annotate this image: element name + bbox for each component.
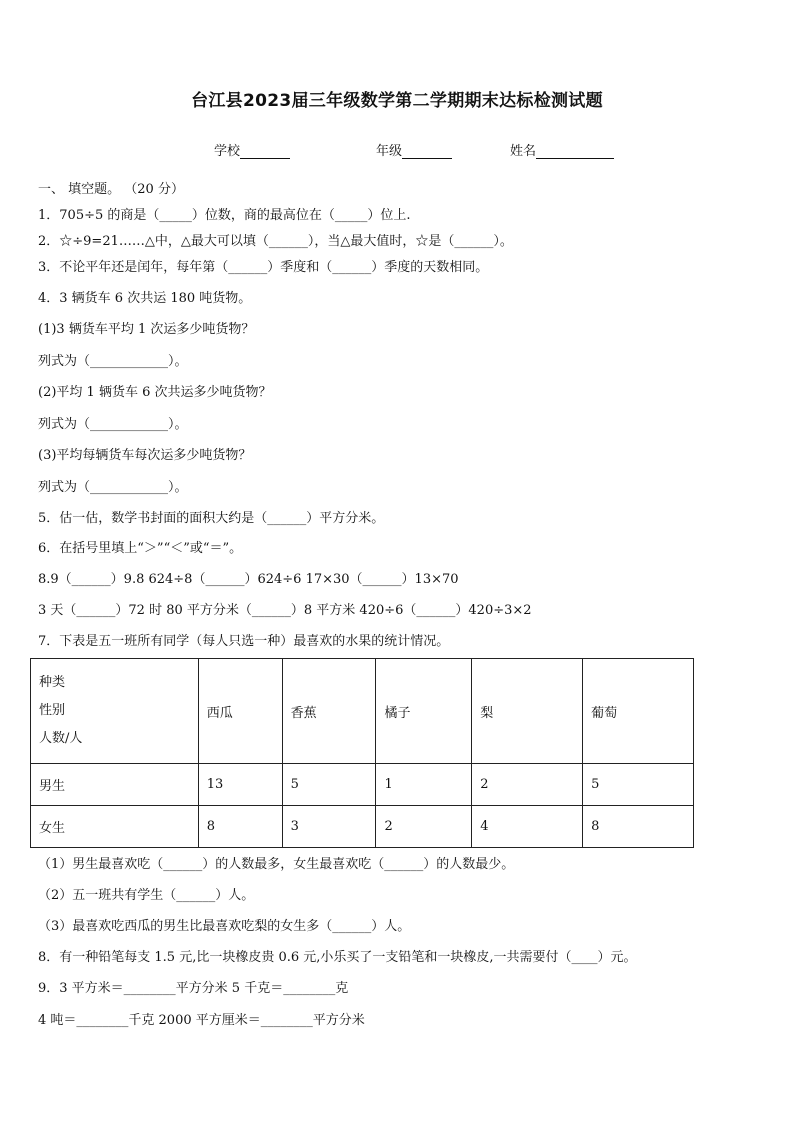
table-cell: 2 [472, 764, 583, 806]
header-corner-cell [31, 659, 199, 764]
question-4-part-1: (1)3 辆货车平均 1 次运多少吨货物？ [38, 322, 255, 337]
question-4-part-3: (3)平均每辆货车每次运多少吨货物？ [38, 448, 252, 463]
school-field [214, 140, 290, 159]
name-blank[interactable] [536, 144, 614, 159]
header-fruit: 香蕉 [282, 659, 376, 764]
table-cell: 3 [282, 806, 376, 848]
table-cell: 2 [376, 806, 472, 848]
table-cell: 1 [376, 764, 472, 806]
question-6: 6．在括号里填上“＞”“＜”或“＝”。 [38, 541, 243, 556]
question-9: 9．3 平方米＝________平方分米 5 千克＝________克 [38, 981, 349, 996]
section-heading: 一、 填空题。 （20 分） [38, 182, 184, 197]
row-label: 男生 [31, 764, 199, 806]
grade-field [376, 140, 452, 159]
table-header-row [31, 659, 694, 764]
question-4-answer-2: 列式为（____________）。 [38, 417, 188, 432]
table-cell: 5 [583, 764, 694, 806]
header-fruit: 西瓜 [198, 659, 282, 764]
page-title: 台江县2023届三年级数学第二学期期末达标检测试题 [191, 91, 603, 111]
question-4-answer-3: 列式为（____________）。 [38, 480, 188, 495]
table-cell: 13 [198, 764, 282, 806]
question-9-row-2: 4 吨＝________千克 2000 平方厘米＝________平方分米 [38, 1013, 365, 1028]
question-5: 5．估一估，数学书封面的面积大约是（______）平方分米。 [38, 511, 385, 526]
question-4: 4．3 辆货车 6 次共运 180 吨货物。 [38, 291, 252, 306]
table-cell: 8 [583, 806, 694, 848]
question-7-part-3: （3）最喜欢吃西瓜的男生比最喜欢吃梨的女生多（______）人。 [38, 919, 411, 934]
school-blank[interactable] [240, 144, 290, 159]
question-8: 8．有一种铅笔每支 1.5 元,比一块橡皮贵 0.6 元,小乐买了一支铅笔和一块橡皮,一共需要付（____）元。 [38, 950, 637, 965]
header-fruit: 橘子 [376, 659, 472, 764]
table-row [31, 764, 694, 806]
table-cell: 8 [198, 806, 282, 848]
question-1: 1．705÷5 的商是（_____）位数，商的最高位在（_____）位上. [38, 208, 411, 223]
question-2: 2．☆÷9=21……△中，△最大可以填（______），当△最大值时，☆是（______）。 [38, 234, 513, 249]
question-7-part-1: （1）男生最喜欢吃（______）的人数最多，女生最喜欢吃（______）的人数最少。 [38, 857, 515, 872]
grade-label: 年级 [376, 144, 403, 159]
question-4-answer-1: 列式为（____________）。 [38, 354, 188, 369]
header-fruit: 梨 [472, 659, 583, 764]
header-corner-kind: 种类 [39, 675, 66, 690]
fruit-table [30, 658, 694, 848]
question-7-part-2: （2）五一班共有学生（______）人。 [38, 888, 255, 903]
question-6-row-1: 8.9（______）9.8 624÷8（______）624÷6 17×30（______）13×70 [38, 572, 459, 587]
header-corner-gender: 性别 [39, 703, 66, 718]
question-3: 3．不论平年还是闰年，每年第（______）季度和（______）季度的天数相同。 [38, 260, 489, 275]
header-fruit: 葡萄 [583, 659, 694, 764]
question-6-row-2: 3 天（______）72 时 80 平方分米（______）8 平方米 420÷6（______）420÷3×2 [38, 603, 532, 618]
question-7: 7．下表是五一班所有同学（每人只选一种）最喜欢的水果的统计情况。 [38, 634, 450, 649]
table-row [31, 806, 694, 848]
table-cell: 4 [472, 806, 583, 848]
grade-blank[interactable] [402, 144, 452, 159]
name-field [510, 140, 614, 159]
name-label: 姓名 [510, 144, 537, 159]
school-label: 学校 [214, 144, 241, 159]
header-corner-count: 人数/人 [39, 731, 83, 746]
row-label: 女生 [31, 806, 199, 848]
question-4-part-2: (2)平均 1 辆货车 6 次共运多少吨货物？ [38, 385, 272, 400]
table-cell: 5 [282, 764, 376, 806]
